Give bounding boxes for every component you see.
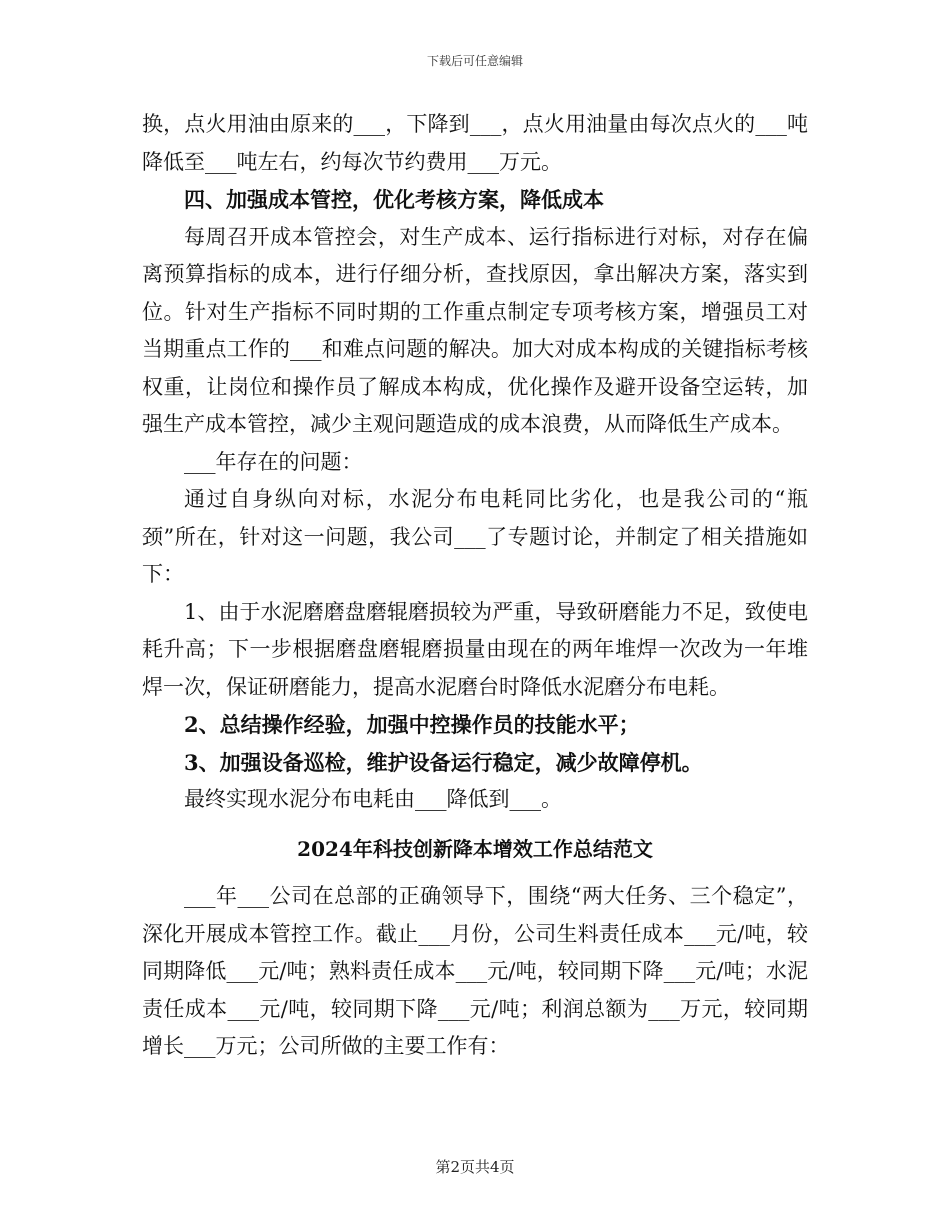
document-title: 2024年科技创新降本增效工作总结范文 [297,836,653,861]
section-heading-cost-control: 四、加强成本管控，优化考核方案，降低成本 [184,187,604,212]
document-body [142,106,808,1066]
paragraph-final-goal: 最终实现水泥分布电耗由___降低到___。 [184,787,562,811]
paragraph-problems-heading: ___年存在的问题： [184,449,363,474]
paragraph-benchmark: 通过自身纵向对标，水泥分布电耗同比劣化，也是我公司的“瓶颈”所在，针对这一问题，我公司___了专题讨论，并制定了相关措施如下： [142,487,808,586]
list-item-3: 3、加强设备巡检，维护设备运行稳定，减少故障停机。 [184,749,703,775]
list-item-2: 2、总结操作经验，加强中控操作员的技能水平； [184,712,640,737]
page-footer: 第2页共4页 [435,1158,515,1176]
paragraph-cost-meeting: 每周召开成本管控会，对生产成本、运行指标进行对标，对存在偏离预算指标的成本，进行仔细分析，查找原因，拿出解决方案，落实到位。针对生产指标不同时期的工作重点制定专项考核方案，增强员工对当期重点工作的___和难点问题的解决。加大对成本构成的关键指标考核权重，让岗位和操作员了解成本构成，优化操作及避开设备空运转，加强生产成本管控，减少主观问题造成的成本浪费，从而降低生产成本。 [142,224,808,436]
paragraph-summary-intro: ___年___公司在总部的正确领导下，围绕“两大任务、三个稳定”，深化开展成本管控工作。截止___月份，公司生料责任成本___元/吨，较同期降低___元/吨；熟料责任成本___元/吨，较同期下降___元/吨；水泥责任成本___元/吨，较同期下降___元/吨；利润总额为___万元，较同期增长___万元；公司所做的主要工作有： [142,884,808,1058]
paragraph-ignition-oil: 换，点火用油由原来的___，下降到___，点火用油量由每次点火的___吨降低至___吨左右，约每次节约费用___万元。 [142,112,808,174]
list-item-1: 1、由于水泥磨磨盘磨辊磨损较为严重，导致研磨能力不足，致使电耗升高；下一步根据磨盘磨辊磨损量由现在的两年堆焊一次改为一年堆焊一次，保证研磨能力，提高水泥磨台时降低水泥磨分布电耗。 [142,599,808,699]
page-header: 下载后可任意编辑 [426,54,523,68]
